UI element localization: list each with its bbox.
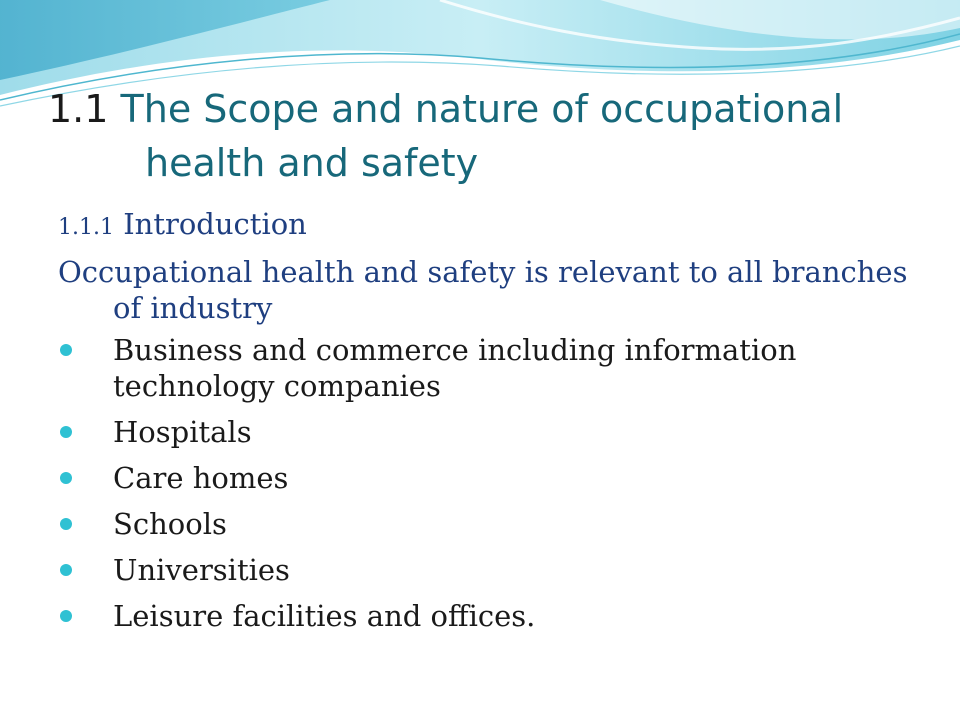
bullet-dot-icon bbox=[60, 426, 72, 438]
title-line-1: The Scope and nature of occupational bbox=[120, 87, 844, 131]
bullet-dot-icon bbox=[60, 344, 72, 356]
bullet-item bbox=[58, 414, 918, 450]
bullet-item bbox=[58, 332, 918, 404]
bullet-dot-icon bbox=[60, 564, 72, 576]
bullet-dot-icon bbox=[60, 610, 72, 622]
bullet-list bbox=[58, 332, 918, 634]
slide-title bbox=[48, 82, 928, 190]
bullet-dot-icon bbox=[60, 518, 72, 530]
bullet-item bbox=[58, 552, 918, 588]
bullet-text: Universities bbox=[113, 553, 290, 587]
bullet-dot-icon bbox=[60, 472, 72, 484]
bullet-text: Schools bbox=[113, 507, 227, 541]
bullet-item bbox=[58, 506, 918, 542]
subheading-number: 1.1.1 bbox=[58, 215, 114, 240]
slide-content bbox=[58, 204, 918, 644]
bullet-text: Hospitals bbox=[113, 415, 252, 449]
bullet-item bbox=[58, 598, 918, 634]
bullet-text: Leisure facilities and offices. bbox=[113, 599, 536, 633]
title-line-2: health and safety bbox=[145, 141, 479, 185]
title-number: 1.1 bbox=[48, 87, 109, 131]
bullet-text: Care homes bbox=[113, 461, 289, 495]
intro-paragraph: Occupational health and safety is relevant to all branches of industry bbox=[58, 255, 908, 325]
section-subheading bbox=[58, 204, 918, 248]
bullet-text: Business and commerce including information technology companies bbox=[113, 333, 797, 403]
subheading-text: Introduction bbox=[123, 207, 307, 241]
bullet-item bbox=[58, 460, 918, 496]
